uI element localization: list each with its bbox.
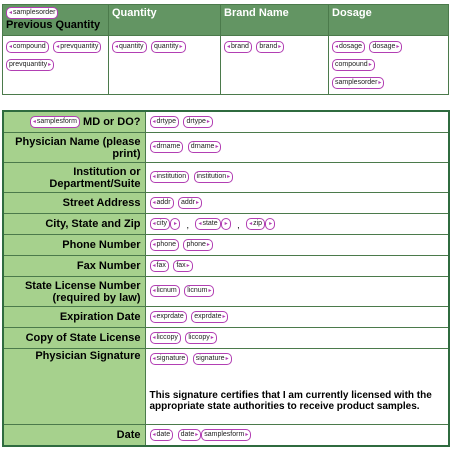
- city-state-separator: ,: [186, 220, 189, 230]
- dosage-cell[interactable]: [329, 36, 449, 95]
- zip-open-tag[interactable]: ◂ zip: [246, 218, 265, 230]
- date-row: [3, 425, 449, 447]
- previous-quantity-header-text: Previous Quantity: [6, 19, 101, 32]
- exprdate-open-tag[interactable]: ◂ exprdate: [150, 311, 187, 323]
- phone-label: Phone Number: [3, 235, 145, 256]
- state-open-tag[interactable]: ◂ state: [195, 218, 220, 230]
- previous-quantity-header: [3, 5, 109, 36]
- date-label: Date: [3, 425, 145, 447]
- liccopy-open-tag[interactable]: ◂ liccopy: [150, 332, 181, 344]
- fax-close-tag[interactable]: fax ▸: [173, 260, 192, 272]
- license-copy-label: Copy of State License: [3, 328, 145, 349]
- brand-name-header: Brand Name: [221, 5, 329, 36]
- md-or-do-label: MD or DO?: [83, 115, 141, 128]
- signature-row: [3, 349, 449, 425]
- fax-row: [3, 256, 449, 277]
- previous-quantity-cell[interactable]: [3, 36, 109, 95]
- physician-form-table: [2, 110, 450, 447]
- prevquantity-open-tag[interactable]: ◂ prevquantity: [53, 41, 101, 53]
- signature-open-tag[interactable]: ◂ signature: [150, 353, 189, 365]
- date-close-tag[interactable]: date ▸: [178, 429, 202, 441]
- expiration-date-label: Expiration Date: [3, 307, 145, 328]
- md-or-do-row: [3, 111, 449, 133]
- drtype-open-tag[interactable]: ◂ drtype: [150, 116, 179, 128]
- date-open-tag[interactable]: ◂ date: [150, 429, 174, 441]
- institution-close-tag[interactable]: institution ▸: [194, 171, 234, 183]
- compound-close-tag[interactable]: compound ▸: [332, 59, 375, 71]
- physician-name-value[interactable]: [145, 133, 449, 163]
- date-value[interactable]: [145, 425, 449, 447]
- quantity-close-tag[interactable]: quantity ▸: [151, 41, 186, 53]
- samplesorder-open-tag[interactable]: ◂ samplesorder: [6, 7, 58, 19]
- licnum-close-tag[interactable]: licnum ▸: [184, 285, 214, 297]
- md-or-do-value[interactable]: [145, 111, 449, 133]
- samples-order-data-row: [3, 36, 449, 95]
- institution-value[interactable]: [145, 163, 449, 193]
- brand-open-tag[interactable]: ◂ brand: [224, 41, 252, 53]
- license-number-row: [3, 277, 449, 307]
- zip-close-tag[interactable]: [265, 218, 275, 230]
- brand-close-tag[interactable]: brand ▸: [256, 41, 284, 53]
- signature-certification-text: This signature certifies that I am currently licensed with the appropriate state authorities to receive product samples.: [149, 390, 432, 412]
- drtype-close-tag[interactable]: drtype ▸: [183, 116, 212, 128]
- signature-value[interactable]: [145, 349, 449, 425]
- samples-order-table: [2, 4, 449, 95]
- city-open-tag[interactable]: ◂ city: [150, 218, 171, 230]
- institution-open-tag[interactable]: ◂ institution: [150, 171, 190, 183]
- state-close-tag[interactable]: [221, 218, 231, 230]
- dosage-open-tag[interactable]: ◂ dosage: [332, 41, 365, 53]
- liccopy-close-tag[interactable]: liccopy ▸: [185, 332, 216, 344]
- samplesform-open-tag[interactable]: ◂ samplesform: [30, 116, 80, 128]
- fax-label: Fax Number: [3, 256, 145, 277]
- institution-row: [3, 163, 449, 193]
- samples-order-header-row: [3, 5, 449, 36]
- addr-open-tag[interactable]: ◂ addr: [150, 197, 174, 209]
- state-zip-separator: ,: [237, 220, 240, 230]
- institution-label: Institution or Department/Suite: [3, 163, 145, 193]
- quantity-header: Quantity: [109, 5, 221, 36]
- street-address-row: [3, 193, 449, 214]
- compound-open-tag[interactable]: ◂ compound: [6, 41, 49, 53]
- fax-value[interactable]: [145, 256, 449, 277]
- expiration-date-value[interactable]: [145, 307, 449, 328]
- license-number-value[interactable]: [145, 277, 449, 307]
- brand-cell[interactable]: [221, 36, 329, 95]
- drname-close-tag[interactable]: drname ▸: [188, 141, 222, 153]
- city-state-zip-row: [3, 214, 449, 235]
- quantity-cell[interactable]: [109, 36, 221, 95]
- fax-open-tag[interactable]: ◂ fax: [150, 260, 169, 272]
- phone-value[interactable]: [145, 235, 449, 256]
- license-copy-value[interactable]: [145, 328, 449, 349]
- addr-close-tag[interactable]: addr ▸: [178, 197, 202, 209]
- phone-open-tag[interactable]: ◂ phone: [150, 239, 179, 251]
- phone-row: [3, 235, 449, 256]
- samplesform-close-tag[interactable]: samplesform ▸: [201, 429, 251, 441]
- signature-close-tag[interactable]: signature ▸: [193, 353, 232, 365]
- prevquantity-close-tag[interactable]: prevquantity ▸: [6, 59, 54, 71]
- expiration-date-row: [3, 307, 449, 328]
- dosage-header: Dosage: [329, 5, 449, 36]
- license-copy-row: [3, 328, 449, 349]
- samplesorder-close-tag[interactable]: samplesorder ▸: [332, 77, 384, 89]
- dosage-close-tag[interactable]: dosage ▸: [369, 41, 402, 53]
- city-state-zip-value[interactable]: [145, 214, 449, 235]
- phone-close-tag[interactable]: phone ▸: [183, 239, 212, 251]
- city-state-zip-label: City, State and Zip: [3, 214, 145, 235]
- license-number-label: State License Number (required by law): [3, 277, 145, 307]
- street-address-label: Street Address: [3, 193, 145, 214]
- drname-open-tag[interactable]: ◂ drname: [150, 141, 184, 153]
- physician-name-label: Physician Name (please print): [3, 133, 145, 163]
- quantity-open-tag[interactable]: ◂ quantity: [112, 41, 147, 53]
- city-close-tag[interactable]: [170, 218, 180, 230]
- md-or-do-label-cell: [3, 111, 145, 133]
- exprdate-close-tag[interactable]: exprdate ▸: [191, 311, 228, 323]
- physician-name-row: [3, 133, 449, 163]
- licnum-open-tag[interactable]: ◂ licnum: [150, 285, 180, 297]
- signature-label: Physician Signature: [3, 349, 145, 425]
- street-address-value[interactable]: [145, 193, 449, 214]
